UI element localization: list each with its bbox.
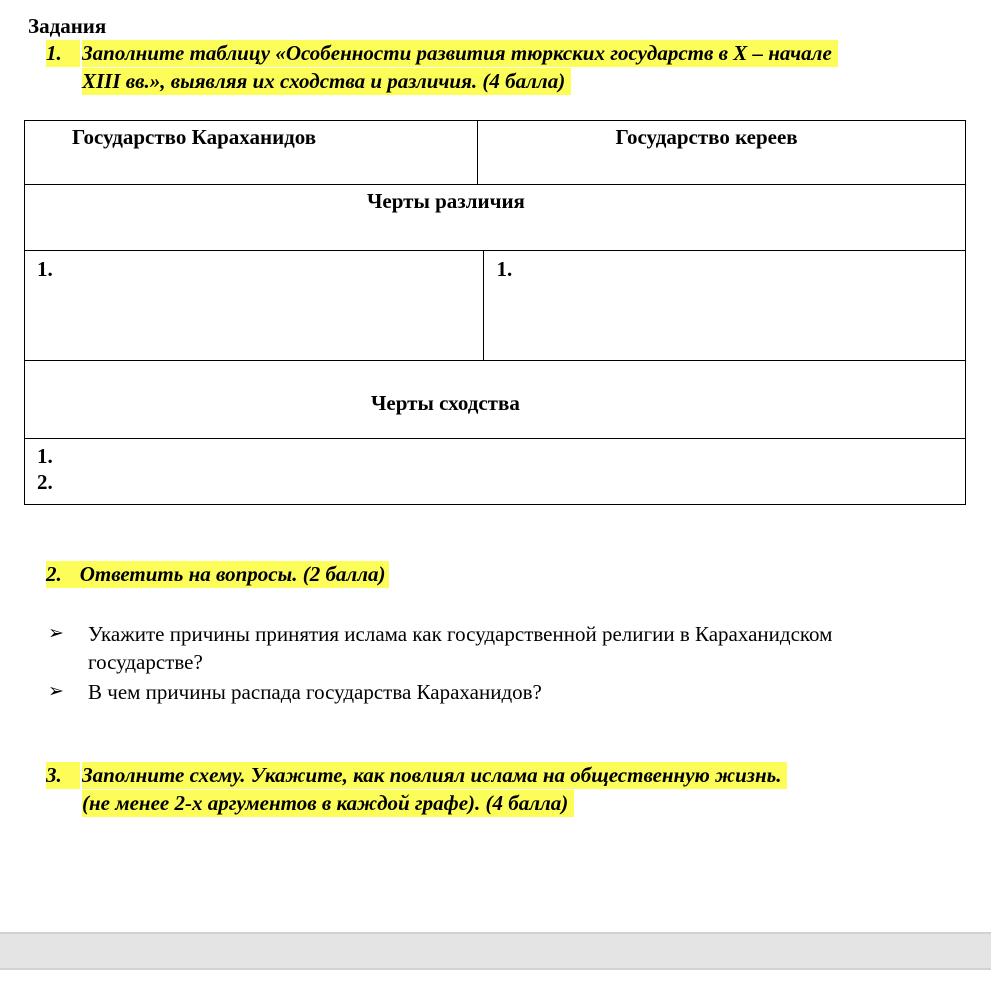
task-2-heading (46, 561, 389, 588)
task-3-line-2: (не менее 2-х аргументов в каждой графе). (4 балла) (82, 790, 574, 817)
task-3-line-1: Заполните схему. Укажите, как повлиял ислама на общественную жизнь. (82, 762, 787, 789)
diff-left-item: 1. (37, 257, 53, 281)
col2-header-cell (478, 121, 966, 185)
task-2-text: Ответить на вопросы. (2 балла) (79, 562, 386, 586)
task-2-number: 2. (46, 562, 62, 586)
question-1-line-2: государстве? (88, 650, 203, 674)
question-2 (48, 678, 948, 706)
diff-right-cell[interactable] (484, 251, 966, 361)
task-1-line-2: XIII вв.», выявляя их сходства и различия. (4 балла) (82, 68, 571, 95)
question-list (48, 620, 948, 706)
similarity-item-2: 2. (37, 470, 53, 494)
question-1-line-1: Укажите причины принятия ислама как государственной религии в Караханидском (88, 622, 833, 646)
differences-header: Черты различия (367, 189, 525, 213)
task-1-number: 1. (46, 40, 80, 67)
page-title: Задания (28, 14, 107, 38)
similarities-cell[interactable] (25, 439, 966, 505)
col2-header: Государство кереев (615, 125, 798, 149)
col1-header: Государство Караханидов (72, 125, 317, 149)
task-2 (46, 561, 546, 591)
arrow-bullet-icon: ➢ (48, 681, 64, 702)
similarities-header-cell (25, 361, 966, 439)
task-3 (46, 762, 946, 818)
diff-right-item: 1. (496, 257, 513, 281)
task-1-line-1: Заполните таблицу «Особенности развития тюркских государств в X – начале (82, 40, 838, 67)
bottom-scroll-bar (0, 932, 991, 970)
differences-header-cell (25, 185, 966, 251)
comparison-table (24, 120, 966, 505)
task-1 (46, 40, 956, 96)
task-3-number: 3. (46, 762, 80, 789)
similarities-header: Черты сходства (371, 391, 520, 415)
col1-header-cell (25, 121, 478, 185)
question-1 (48, 620, 948, 676)
question-2-line-1: В чем причины распада государства Караханидов? (88, 680, 542, 704)
similarity-item-1: 1. (37, 444, 53, 468)
diff-left-cell[interactable] (25, 251, 484, 361)
arrow-bullet-icon: ➢ (48, 623, 64, 644)
